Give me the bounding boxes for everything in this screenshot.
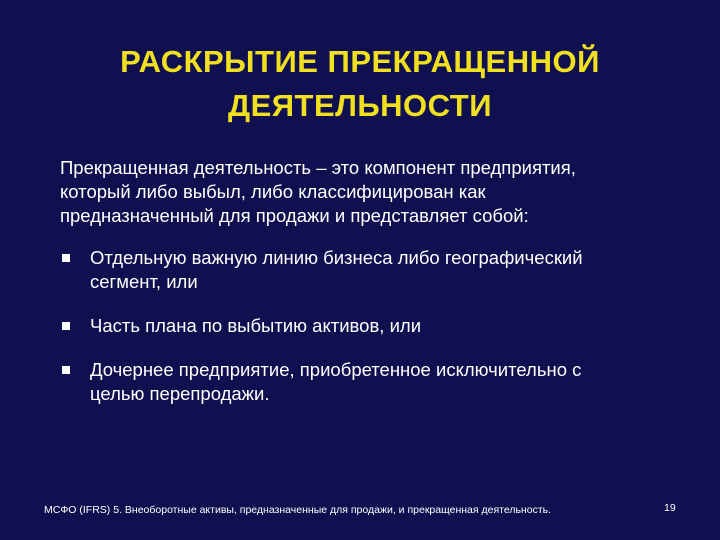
bullet-3-line-1: Дочернее предприятие, приобретенное исключительно с [90,359,582,380]
bullet-item-business-line [60,246,680,294]
bullet-list [60,246,680,406]
bullet-1-line-2: сегмент, или [90,271,198,292]
bullet-item-subsidiary [60,358,680,406]
bullet-3-line-2: целью перепродажи. [90,383,270,404]
bullet-1-line-1: Отдельную важную линию бизнеса либо географический [90,247,583,268]
intro-paragraph [60,156,680,228]
bullet-item-disposal-plan [60,314,680,338]
square-bullet-icon [62,322,70,330]
intro-line-3: предназначенный для продажи и представляет собой: [60,205,529,226]
bullet-2-line-1: Часть плана по выбытию активов, или [90,315,422,336]
square-bullet-icon [62,366,70,374]
slide-footer: МСФО (IFRS) 5. Внеоборотные активы, предназначенные для продажи, и прекращенная деятельность. [44,504,552,516]
slide-title-line-1: РАСКРЫТИЕ ПРЕКРАЩЕННОЙ [120,44,600,79]
slide-title-line-2: ДЕЯТЕЛЬНОСТИ [227,88,493,123]
slide-title [60,40,660,128]
square-bullet-icon [62,254,70,262]
intro-line-1: Прекращенная деятельность – это компонент предприятия, [60,157,576,178]
intro-line-2: который либо выбыл, либо классифицирован как [60,181,486,202]
page-number: 19 [664,502,676,514]
